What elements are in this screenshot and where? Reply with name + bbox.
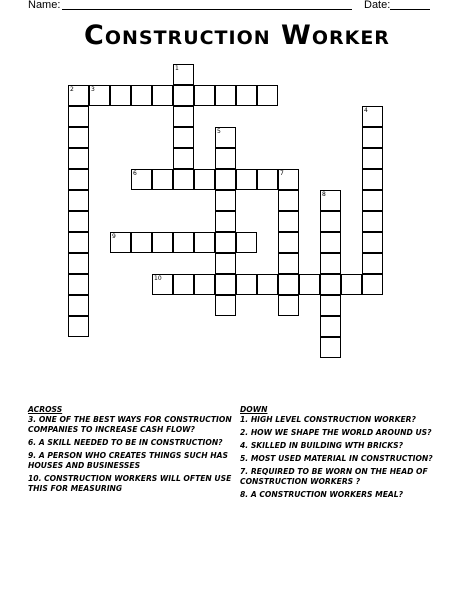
crossword-cell[interactable] [362,274,383,295]
crossword-cell[interactable] [68,274,89,295]
crossword-cell[interactable] [173,274,194,295]
crossword-cell[interactable] [68,85,89,106]
crossword-cell[interactable] [215,232,236,253]
crossword-cell[interactable] [215,127,236,148]
crossword-cell[interactable] [68,106,89,127]
crossword-cell[interactable] [320,211,341,232]
clue-text: HOW WE SHAPE THE WORLD AROUND US? [250,428,432,437]
cell-number: 5 [217,128,221,135]
clue-text: SKILLED IN BUILDING WTH BRICKS? [250,441,403,450]
crossword-cell[interactable] [362,190,383,211]
clue-number: 9. [28,451,37,460]
crossword-cell[interactable] [362,169,383,190]
crossword-cell[interactable] [257,274,278,295]
across-clue [28,474,233,494]
down-clue [240,490,440,500]
crossword-cell[interactable] [173,64,194,85]
across-heading: ACROSS [28,405,63,414]
down-clue [240,441,440,451]
crossword-cell[interactable] [215,253,236,274]
page-title: Construction Worker [84,20,390,51]
crossword-cell[interactable] [278,190,299,211]
down-clue [240,454,440,464]
crossword-cell[interactable] [68,148,89,169]
crossword-cell[interactable] [173,169,194,190]
crossword-cell[interactable] [110,85,131,106]
crossword-cell[interactable] [320,253,341,274]
crossword-cell[interactable] [215,295,236,316]
clue-text: A SKILL NEEDED TO BE IN CONSTRUCTION? [38,438,223,447]
crossword-cell[interactable] [362,127,383,148]
crossword-cell[interactable] [152,169,173,190]
crossword-cell[interactable] [68,211,89,232]
crossword-cell[interactable] [278,169,299,190]
crossword-cell[interactable] [299,274,320,295]
crossword-cell[interactable] [152,232,173,253]
crossword-cell[interactable] [68,169,89,190]
crossword-cell[interactable] [320,232,341,253]
crossword-cell[interactable] [362,148,383,169]
cell-number: 9 [112,233,116,240]
across-clues [28,405,233,497]
crossword-cell[interactable] [215,148,236,169]
crossword-cell[interactable] [257,85,278,106]
clue-number: 7. [240,467,249,476]
cell-number: 1 [175,65,179,72]
crossword-cell[interactable] [215,190,236,211]
clue-text: A CONSTRUCTION WORKERS MEAL? [250,490,404,499]
down-clue [240,467,440,487]
clue-text: MOST USED MATERIAL IN CONSTRUCTION? [250,454,433,463]
cell-number: 10 [154,275,162,282]
down-clue [240,428,440,438]
across-clue [28,451,233,471]
date-label: Date: [364,0,391,11]
name-input-line[interactable] [62,9,352,10]
clue-text: ONE OF THE BEST WAYS FOR CONSTRUCTION COMPANIES TO INCREASE CASH FLOW? [28,415,232,434]
crossword-cell[interactable] [152,274,173,295]
down-clue [240,415,440,425]
clue-number: 3. [28,415,37,424]
crossword-cell[interactable] [278,274,299,295]
cell-number: 7 [280,170,284,177]
crossword-cell[interactable] [278,232,299,253]
crossword-cell[interactable] [320,337,341,358]
crossword-cell[interactable] [194,232,215,253]
crossword-cell[interactable] [89,85,110,106]
crossword-cell[interactable] [173,85,194,106]
cell-number: 6 [133,170,137,177]
crossword-cell[interactable] [194,274,215,295]
crossword-cell[interactable] [320,316,341,337]
crossword-cell[interactable] [278,253,299,274]
crossword-cell[interactable] [320,190,341,211]
clue-text: A PERSON WHO CREATES THINGS SUCH HAS HOUSES AND BUSINESSES [28,451,228,470]
down-heading: DOWN [240,405,268,414]
crossword-cell[interactable] [236,232,257,253]
crossword-cell[interactable] [278,211,299,232]
clue-number: 2. [240,428,249,437]
across-clue [28,438,233,448]
crossword-cell[interactable] [68,190,89,211]
cell-number: 3 [91,86,95,93]
crossword-cell[interactable] [152,85,173,106]
crossword-cell[interactable] [215,274,236,295]
clue-number: 8. [240,490,249,499]
crossword-cell[interactable] [215,169,236,190]
crossword-cell[interactable] [320,274,341,295]
crossword-cell[interactable] [236,169,257,190]
crossword-cell[interactable] [362,106,383,127]
crossword-cell[interactable] [194,169,215,190]
crossword-cell[interactable] [68,253,89,274]
crossword-cell[interactable] [131,169,152,190]
crossword-cell[interactable] [194,85,215,106]
clue-number: 4. [240,441,249,450]
name-label: Name: [28,0,61,11]
crossword-cell[interactable] [362,253,383,274]
crossword-cell[interactable] [362,211,383,232]
crossword-cell[interactable] [110,232,131,253]
crossword-cell[interactable] [257,169,278,190]
crossword-cell[interactable] [215,211,236,232]
cell-number: 2 [70,86,74,93]
clue-text: CONSTRUCTION WORKERS WILL OFTEN USE THIS FOR MEASURING [28,474,232,493]
crossword-cell[interactable] [68,127,89,148]
crossword-cell[interactable] [173,127,194,148]
crossword-cell[interactable] [278,295,299,316]
crossword-cell[interactable] [131,85,152,106]
clue-text: REQUIRED TO BE WORN ON THE HEAD OF CONSTRUCTION WORKERS ? [240,467,428,486]
clue-number: 5. [240,454,249,463]
crossword-cell[interactable] [68,295,89,316]
crossword-cell[interactable] [362,232,383,253]
down-clues [240,405,440,503]
crossword-cell[interactable] [68,232,89,253]
crossword-cell[interactable] [341,274,362,295]
cell-number: 8 [322,191,326,198]
clue-text: HIGH LEVEL CONSTRUCTION WORKER? [250,415,416,424]
crossword-cell[interactable] [236,85,257,106]
clue-number: 1. [240,415,249,424]
across-clue [28,415,233,435]
clue-number: 6. [28,438,37,447]
clue-number: 10. [28,474,42,483]
cell-number: 4 [364,107,368,114]
crossword-cell[interactable] [68,316,89,337]
crossword-cell[interactable] [131,232,152,253]
crossword-cell[interactable] [173,148,194,169]
crossword-cell[interactable] [320,295,341,316]
crossword-cell[interactable] [236,274,257,295]
date-input-line[interactable] [390,9,430,10]
crossword-cell[interactable] [173,232,194,253]
crossword-cell[interactable] [173,106,194,127]
crossword-cell[interactable] [215,85,236,106]
